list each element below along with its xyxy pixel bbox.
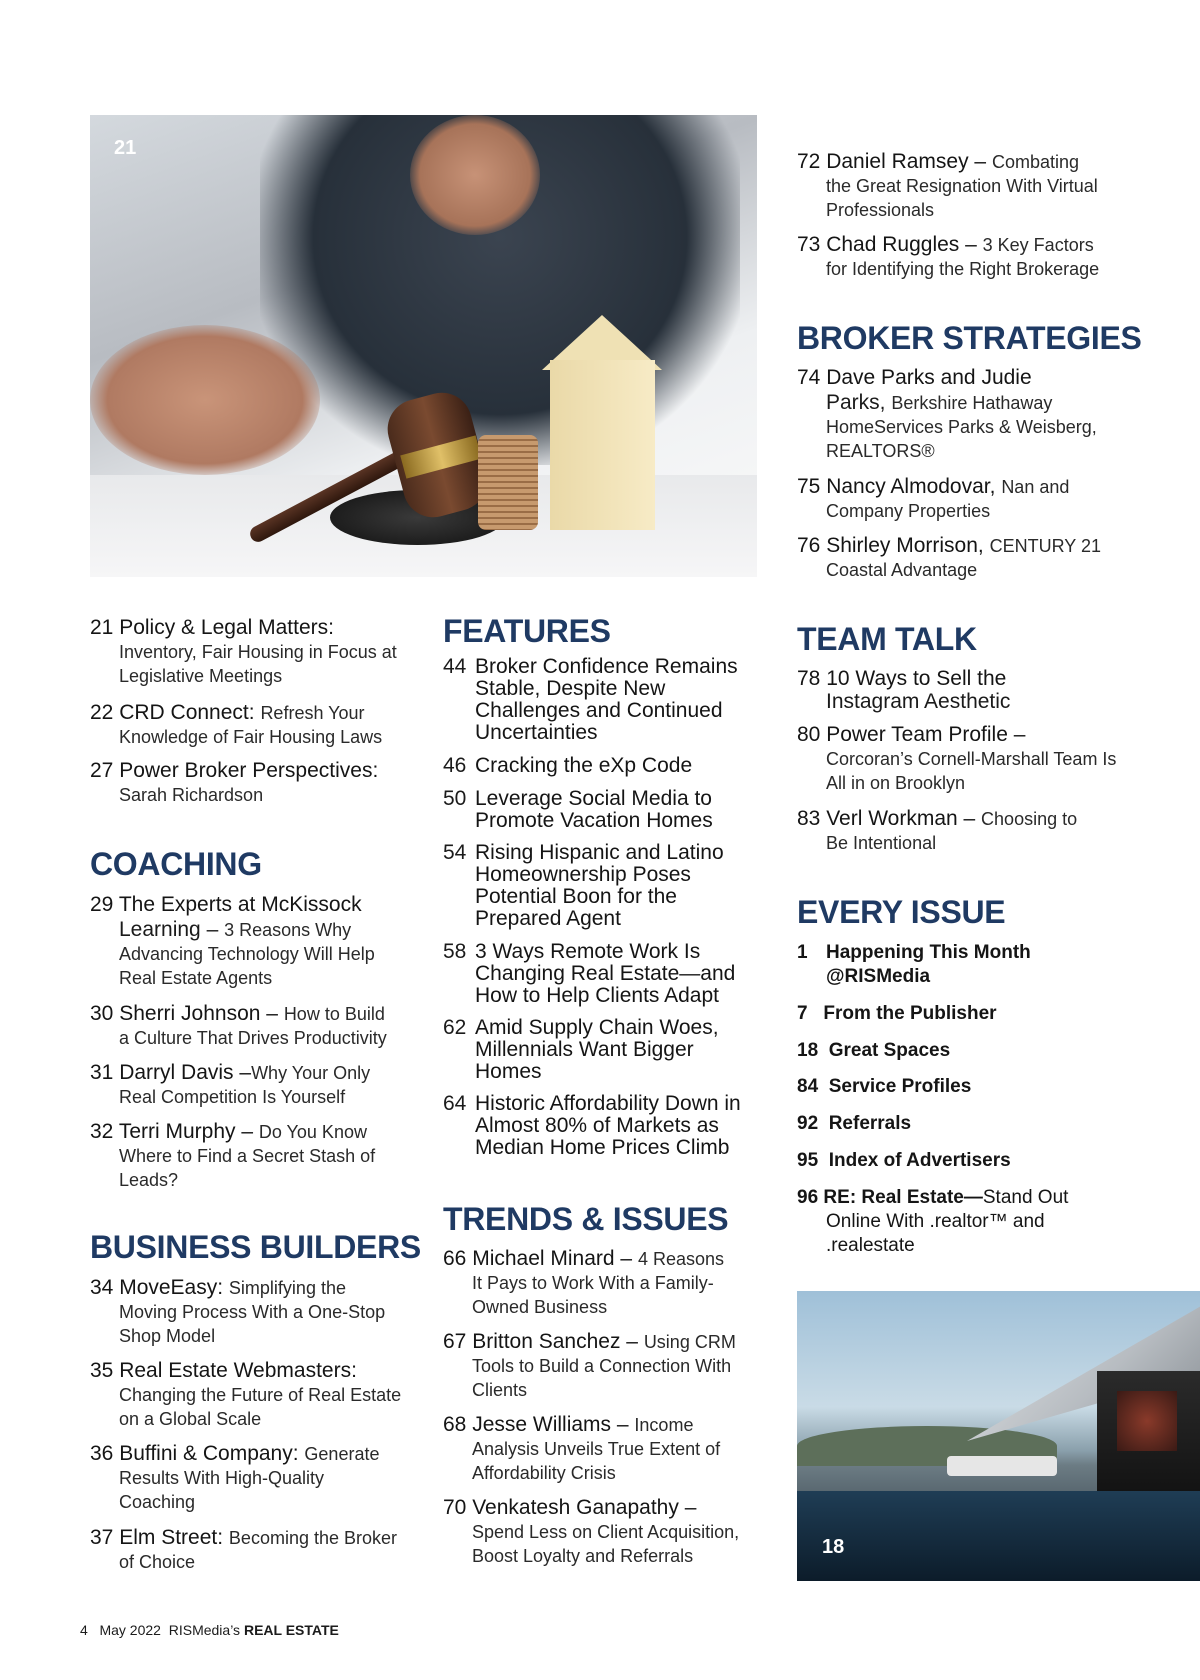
toc-entry-66[interactable]: 66 Michael Minard – 4 Reasons It Pays to Work With a Family-Owned Business <box>443 1247 725 1317</box>
toc-entry-68[interactable]: 68 Jesse Williams – Income Analysis Unveils True Extent of Affordability Crisis <box>443 1413 721 1483</box>
toc-entry-1[interactable]: 1 Happening This Month @RISMedia <box>797 942 1031 987</box>
toc-entry-50[interactable]: 50 Leverage Social Media to Promote Vacation Homes <box>443 787 713 832</box>
toc-entry-30[interactable]: 30 Sherri Johnson – How to Build a Culture That Drives Productivity <box>90 1002 387 1048</box>
toc-entry-76[interactable]: 76 Shirley Morrison, CENTURY 21 Coastal Advantage <box>797 534 1101 580</box>
photo-page-number: 21 <box>114 137 137 159</box>
section-heading-features: FEATURES <box>443 613 611 649</box>
great-spaces-photo <box>797 1291 1200 1581</box>
toc-entry-29[interactable]: 29 The Experts at McKissock Learning – 3 Reasons Why Advancing Technology Will Help Real Estate Agents <box>90 893 375 988</box>
toc-entry-75[interactable]: 75 Nancy Almodovar, Nan and Company Properties <box>797 475 1070 521</box>
photo-page-number: 18 <box>822 1536 845 1558</box>
toc-entry-67[interactable]: 67 Britton Sanchez – Using CRM Tools to Build a Connection With Clients <box>443 1330 736 1400</box>
toc-entry-36[interactable]: 36 Buffini & Company: Generate Results With High-Quality Coaching <box>90 1442 380 1512</box>
magazine-name: REAL ESTATE <box>243 1622 339 1638</box>
toc-entry-95[interactable]: 95 Index of Advertisers <box>797 1150 1011 1171</box>
toc-entry-18[interactable]: 18 Great Spaces <box>797 1040 951 1061</box>
toc-entry-58[interactable]: 58 3 Ways Remote Work Is Changing Real Estate—and How to Help Clients Adapt <box>443 940 736 1007</box>
publisher-name: RISMedia’s <box>168 1622 241 1638</box>
toc-entry-80[interactable]: 80 Power Team Profile – Corcoran’s Cornell-Marshall Team Is All in on Brooklyn <box>797 723 1117 793</box>
toc-entry-7[interactable]: 7 From the Publisher <box>797 1003 997 1024</box>
section-heading-trends-issues: TRENDS & ISSUES <box>443 1201 729 1237</box>
toc-entry-72[interactable]: 72 Daniel Ramsey – Combating the Great Resignation With Virtual Professionals <box>797 150 1098 220</box>
toc-entry-37[interactable]: 37 Elm Street: Becoming the Broker of Choice <box>90 1526 398 1572</box>
section-heading-coaching: COACHING <box>90 846 262 882</box>
section-heading-business-builders: BUSINESS BUILDERS <box>90 1229 421 1265</box>
page-number: 4 <box>80 1622 88 1638</box>
toc-entry-84[interactable]: 84 Service Profiles <box>797 1076 972 1097</box>
toc-entry-96[interactable]: 96 RE: Real Estate—Stand Out Online With .realtor™ and .realestate <box>797 1187 1069 1256</box>
toc-entry-92[interactable]: 92 Referrals <box>797 1113 912 1134</box>
toc-entry-44[interactable]: 44 Broker Confidence Remains Stable, Despite New Challenges and Continued Uncertainties <box>443 655 738 744</box>
toc-entry-74[interactable]: 74 Dave Parks and Judie Parks, Berkshire Hathaway HomeServices Parks & Weisberg, REALTORS® <box>797 366 1097 461</box>
section-heading-every-issue: EVERY ISSUE <box>797 894 1006 930</box>
toc-entry-83[interactable]: 83 Verl Workman – Choosing to Be Intentional <box>797 807 1078 853</box>
page-footer <box>80 1622 339 1638</box>
gavel-house-photo <box>90 115 757 577</box>
toc-entry-54[interactable]: 54 Rising Hispanic and Latino Homeownership Poses Potential Boon for the Prepared Agent <box>443 841 724 930</box>
toc-entry-27[interactable]: 27 Power Broker Perspectives: Sarah Richardson <box>90 759 379 805</box>
toc-entry-22[interactable]: 22 CRD Connect: Refresh Your Knowledge of Fair Housing Laws <box>90 701 383 747</box>
toc-entry-32[interactable]: 32 Terri Murphy – Do You Know Where to Find a Secret Stash of Leads? <box>90 1120 376 1190</box>
toc-entry-31[interactable]: 31 Darryl Davis –Why Your Only Real Competition Is Yourself <box>90 1061 371 1107</box>
toc-entry-64[interactable]: 64 Historic Affordability Down in Almost 80% of Markets as Median Home Prices Climb <box>443 1092 741 1159</box>
toc-entry-78[interactable]: 78 10 Ways to Sell the Instagram Aesthetic <box>797 667 1011 713</box>
toc-entry-73[interactable]: 73 Chad Ruggles – 3 Key Factors for Identifying the Right Brokerage <box>797 233 1100 279</box>
toc-entry-62[interactable]: 62 Amid Supply Chain Woes, Millennials Want Bigger Homes <box>443 1016 719 1083</box>
toc-entry-34[interactable]: 34 MoveEasy: Simplifying the Moving Process With a One-Stop Shop Model <box>90 1276 386 1346</box>
toc-entry-35[interactable]: 35 Real Estate Webmasters: Changing the Future of Real Estate on a Global Scale <box>90 1359 402 1429</box>
issue-date: May 2022 <box>99 1622 161 1638</box>
toc-entry-46[interactable]: 46 Cracking the eXp Code <box>443 754 693 777</box>
toc-entry-70[interactable]: 70 Venkatesh Ganapathy – Spend Less on Client Acquisition, Boost Loyalty and Referrals <box>443 1496 740 1566</box>
section-heading-broker-strategies: BROKER STRATEGIES <box>797 320 1142 356</box>
section-heading-team-talk: TEAM TALK <box>797 621 977 657</box>
toc-entry-21[interactable]: 21 Policy & Legal Matters: Inventory, Fair Housing in Focus at Legislative Meetings <box>90 616 397 686</box>
